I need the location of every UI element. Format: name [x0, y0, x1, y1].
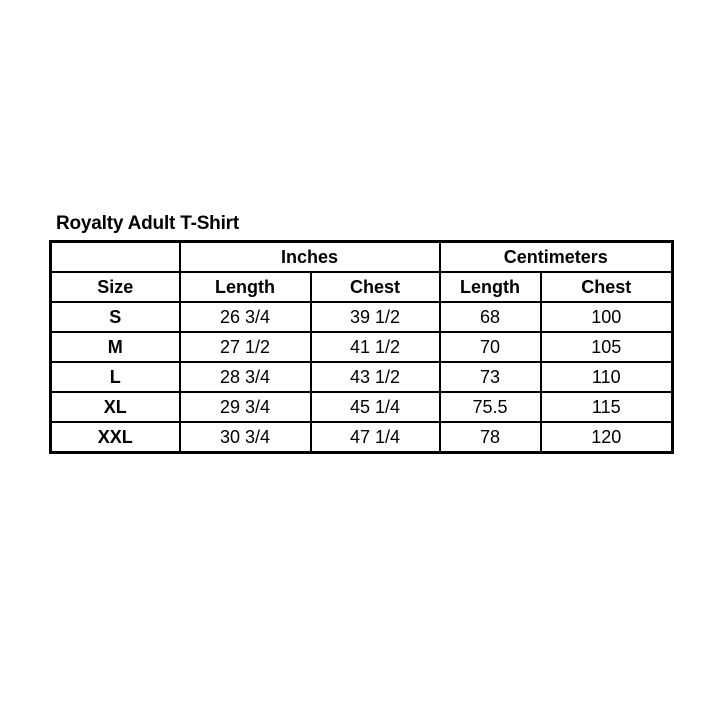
cm-length-header: Length [440, 272, 541, 302]
table-row [51, 302, 673, 332]
inches-chest-cell: 47 1/4 [311, 422, 440, 453]
size-cell: XL [51, 392, 180, 422]
inches-length-cell: 29 3/4 [180, 392, 311, 422]
inches-group-header: Inches [180, 242, 440, 273]
cm-length-cell: 70 [440, 332, 541, 362]
cm-chest-header: Chest [541, 272, 673, 302]
table-row [51, 362, 673, 392]
inches-chest-header: Chest [311, 272, 440, 302]
inches-length-cell: 26 3/4 [180, 302, 311, 332]
size-cell: S [51, 302, 180, 332]
cm-chest-cell: 120 [541, 422, 673, 453]
column-header-row [51, 272, 673, 302]
inches-length-cell: 27 1/2 [180, 332, 311, 362]
inches-chest-cell: 43 1/2 [311, 362, 440, 392]
cm-chest-cell: 100 [541, 302, 673, 332]
inches-length-header: Length [180, 272, 311, 302]
cm-chest-cell: 105 [541, 332, 673, 362]
inches-length-cell: 30 3/4 [180, 422, 311, 453]
inches-chest-cell: 41 1/2 [311, 332, 440, 362]
cm-length-cell: 73 [440, 362, 541, 392]
cm-chest-cell: 110 [541, 362, 673, 392]
size-chart-table [49, 240, 674, 454]
inches-chest-cell: 45 1/4 [311, 392, 440, 422]
chart-title: Royalty Adult T-Shirt [56, 213, 239, 234]
table-row [51, 422, 673, 453]
cm-length-cell: 68 [440, 302, 541, 332]
table-row [51, 332, 673, 362]
cm-chest-cell: 115 [541, 392, 673, 422]
inches-length-cell: 28 3/4 [180, 362, 311, 392]
inches-chest-cell: 39 1/2 [311, 302, 440, 332]
size-cell: L [51, 362, 180, 392]
group-header-row [51, 242, 673, 273]
cm-length-cell: 78 [440, 422, 541, 453]
table-row [51, 392, 673, 422]
centimeters-group-header: Centimeters [440, 242, 673, 273]
size-column-header: Size [51, 272, 180, 302]
size-cell: M [51, 332, 180, 362]
cm-length-cell: 75.5 [440, 392, 541, 422]
size-cell: XXL [51, 422, 180, 453]
empty-corner-cell [51, 242, 180, 273]
